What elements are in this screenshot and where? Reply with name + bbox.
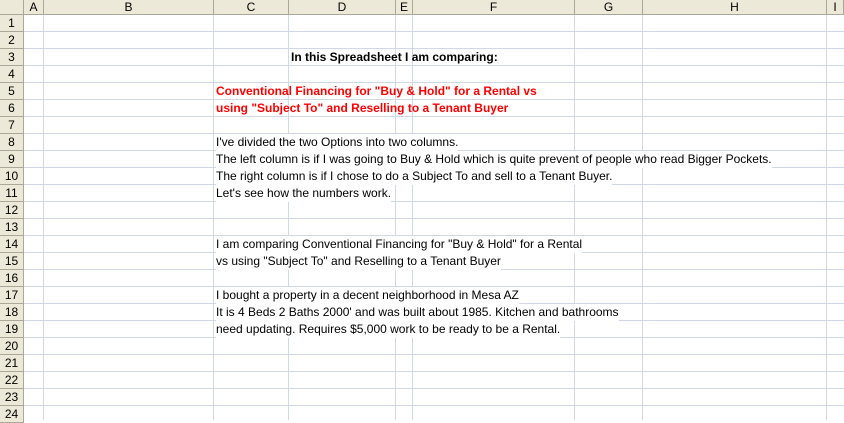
cell-c18[interactable]: It is 4 Beds 2 Baths 2000' and was built about 1985. Kitchen and bathrooms xyxy=(216,305,619,319)
row-header-16[interactable]: 16 xyxy=(0,270,24,287)
cell-c8[interactable]: I've divided the two Options into two columns. xyxy=(216,135,459,149)
gridline xyxy=(24,31,844,32)
column-header-d[interactable]: D xyxy=(289,0,396,15)
column-header-e[interactable]: E xyxy=(396,0,413,15)
cell-c19[interactable]: need updating. Requires $5,000 work to be ready to be a Rental. xyxy=(216,322,561,336)
row-header-24[interactable]: 24 xyxy=(0,406,24,423)
row-header-18[interactable]: 18 xyxy=(0,304,24,321)
row-header-17[interactable]: 17 xyxy=(0,287,24,304)
column-header-i[interactable]: I xyxy=(827,0,844,15)
row-header-9[interactable]: 9 xyxy=(0,151,24,168)
cell-c14[interactable]: I am comparing Conventional Financing for "Buy & Hold" for a Rental xyxy=(216,237,583,251)
cell-c6[interactable]: using "Subject To" and Reselling to a Tenant Buyer xyxy=(216,101,509,115)
cell-c9[interactable]: The left column is if I was going to Buy & Hold which is quite prevent of people who read Bigger Pockets. xyxy=(216,152,772,166)
row-header-19[interactable]: 19 xyxy=(0,321,24,338)
gridline xyxy=(24,371,844,372)
row-header-21[interactable]: 21 xyxy=(0,355,24,372)
row-header-11[interactable]: 11 xyxy=(0,185,24,202)
row-header-4[interactable]: 4 xyxy=(0,66,24,83)
select-all-corner[interactable] xyxy=(0,0,24,15)
cell-c17[interactable]: I bought a property in a decent neighborhood in Mesa AZ xyxy=(216,288,519,302)
row-header-15[interactable]: 15 xyxy=(0,253,24,270)
cell-c10[interactable]: The right column is if I chose to do a Subject To and sell to a Tenant Buyer. xyxy=(216,169,613,183)
row-header-13[interactable]: 13 xyxy=(0,219,24,236)
gridline xyxy=(24,218,844,219)
row-header-10[interactable]: 10 xyxy=(0,168,24,185)
row-header-12[interactable]: 12 xyxy=(0,202,24,219)
cell-c11[interactable]: Let's see how the numbers work. xyxy=(216,186,392,200)
row-header-7[interactable]: 7 xyxy=(0,117,24,134)
gridline xyxy=(24,405,844,406)
row-header-22[interactable]: 22 xyxy=(0,372,24,389)
row-header-8[interactable]: 8 xyxy=(0,134,24,151)
row-header-2[interactable]: 2 xyxy=(0,32,24,49)
gridline xyxy=(24,201,844,202)
cell-c5[interactable]: Conventional Financing for "Buy & Hold" for a Rental vs xyxy=(216,84,537,98)
column-header-h[interactable]: H xyxy=(643,0,827,15)
gridline xyxy=(24,388,844,389)
column-header-b[interactable]: B xyxy=(44,0,214,15)
cell-c15[interactable]: vs using "Subject To" and Reselling to a Tenant Buyer xyxy=(216,254,501,268)
column-header-f[interactable]: F xyxy=(413,0,575,15)
row-header-3[interactable]: 3 xyxy=(0,49,24,66)
row-header-6[interactable]: 6 xyxy=(0,100,24,117)
row-header-14[interactable]: 14 xyxy=(0,236,24,253)
gridline xyxy=(24,354,844,355)
row-header-1[interactable]: 1 xyxy=(0,15,24,32)
row-header-5[interactable]: 5 xyxy=(0,83,24,100)
row-header-20[interactable]: 20 xyxy=(0,338,24,355)
column-header-c[interactable]: C xyxy=(214,0,289,15)
column-header-a[interactable]: A xyxy=(24,0,44,15)
cell-d3[interactable]: In this Spreadsheet I am comparing: xyxy=(291,50,498,64)
column-header-g[interactable]: G xyxy=(575,0,643,15)
row-header-23[interactable]: 23 xyxy=(0,389,24,406)
